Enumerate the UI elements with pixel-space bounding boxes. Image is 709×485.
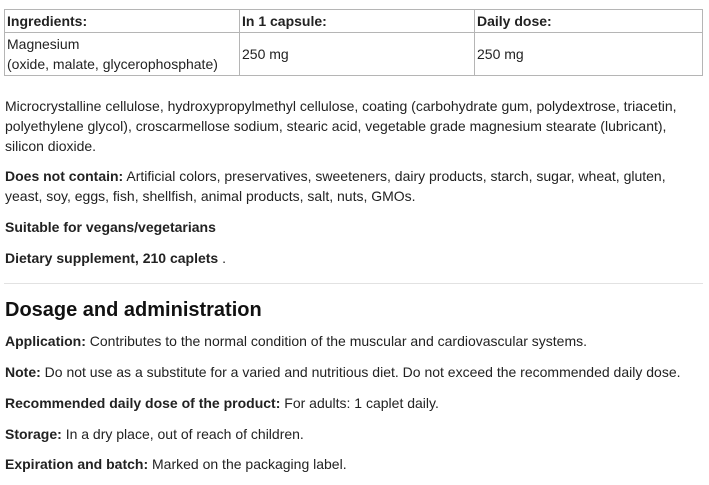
table-header-row <box>5 10 703 33</box>
ingredients-table <box>4 9 703 76</box>
supplement-note <box>5 248 695 268</box>
application-line <box>5 331 695 351</box>
application-label: Application: <box>5 333 86 349</box>
daily-dose-cell: 250 mg <box>475 33 703 76</box>
recommended-label: Recommended daily dose of the product: <box>5 395 281 411</box>
ingredient-name: Magnesium <box>7 36 80 52</box>
does-not-contain <box>5 166 695 206</box>
application-text: Contributes to the normal condition of the muscular and cardiovascular systems. <box>89 333 588 349</box>
storage-label: Storage: <box>5 426 62 442</box>
ingredient-name-cell <box>5 33 240 76</box>
note-text: Do not use as a substitute for a varied and nutritious diet. Do not exceed the recommended daily dose. <box>44 364 681 380</box>
note-label: Note: <box>5 364 41 380</box>
header-ingredients: Ingredients: <box>5 10 240 33</box>
dosage-heading: Dosage and administration <box>5 299 262 321</box>
supplement-label: Dietary supplement, 210 caplets <box>5 250 219 266</box>
does-not-contain-text: Artificial colors, preservatives, sweeteners, dairy products, starch, sugar, wheat, gluten, yeast, soy, eggs, fish, shellfish, animal products, salt, nuts, GMOs. <box>5 168 666 204</box>
ingredient-forms: (oxide, malate, glycerophosphate) <box>7 56 218 72</box>
does-not-contain-label: Does not contain: <box>5 168 124 184</box>
header-per-capsule: In 1 capsule: <box>240 10 475 33</box>
header-daily-dose: Daily dose: <box>475 10 703 33</box>
other-ingredients: Microcrystalline cellulose, hydroxypropylmethyl cellulose, coating (carbohydrate gum, polydextrose, triacetin, polyethylene glycol), croscarmellose sodium, stearic acid, vegetable grade magnesium stearate (lubricant), silicon dioxide. <box>5 98 677 154</box>
recommended-text: For adults: 1 caplet daily. <box>284 395 439 411</box>
recommended-line <box>5 393 695 413</box>
suitable-note <box>5 217 695 237</box>
expiration-label: Expiration and batch: <box>5 456 149 472</box>
storage-text: In a dry place, out of reach of children. <box>65 426 304 442</box>
table-row <box>5 33 703 76</box>
storage-line <box>5 424 695 444</box>
suitable-label: Suitable for vegans/vegetarians <box>5 219 216 235</box>
section-divider <box>4 283 703 284</box>
expiration-text: Marked on the packaging label. <box>152 456 347 472</box>
supplement-suffix: . <box>218 250 226 266</box>
per-capsule-cell: 250 mg <box>240 33 475 76</box>
expiration-line <box>5 454 695 474</box>
note-line <box>5 362 695 382</box>
